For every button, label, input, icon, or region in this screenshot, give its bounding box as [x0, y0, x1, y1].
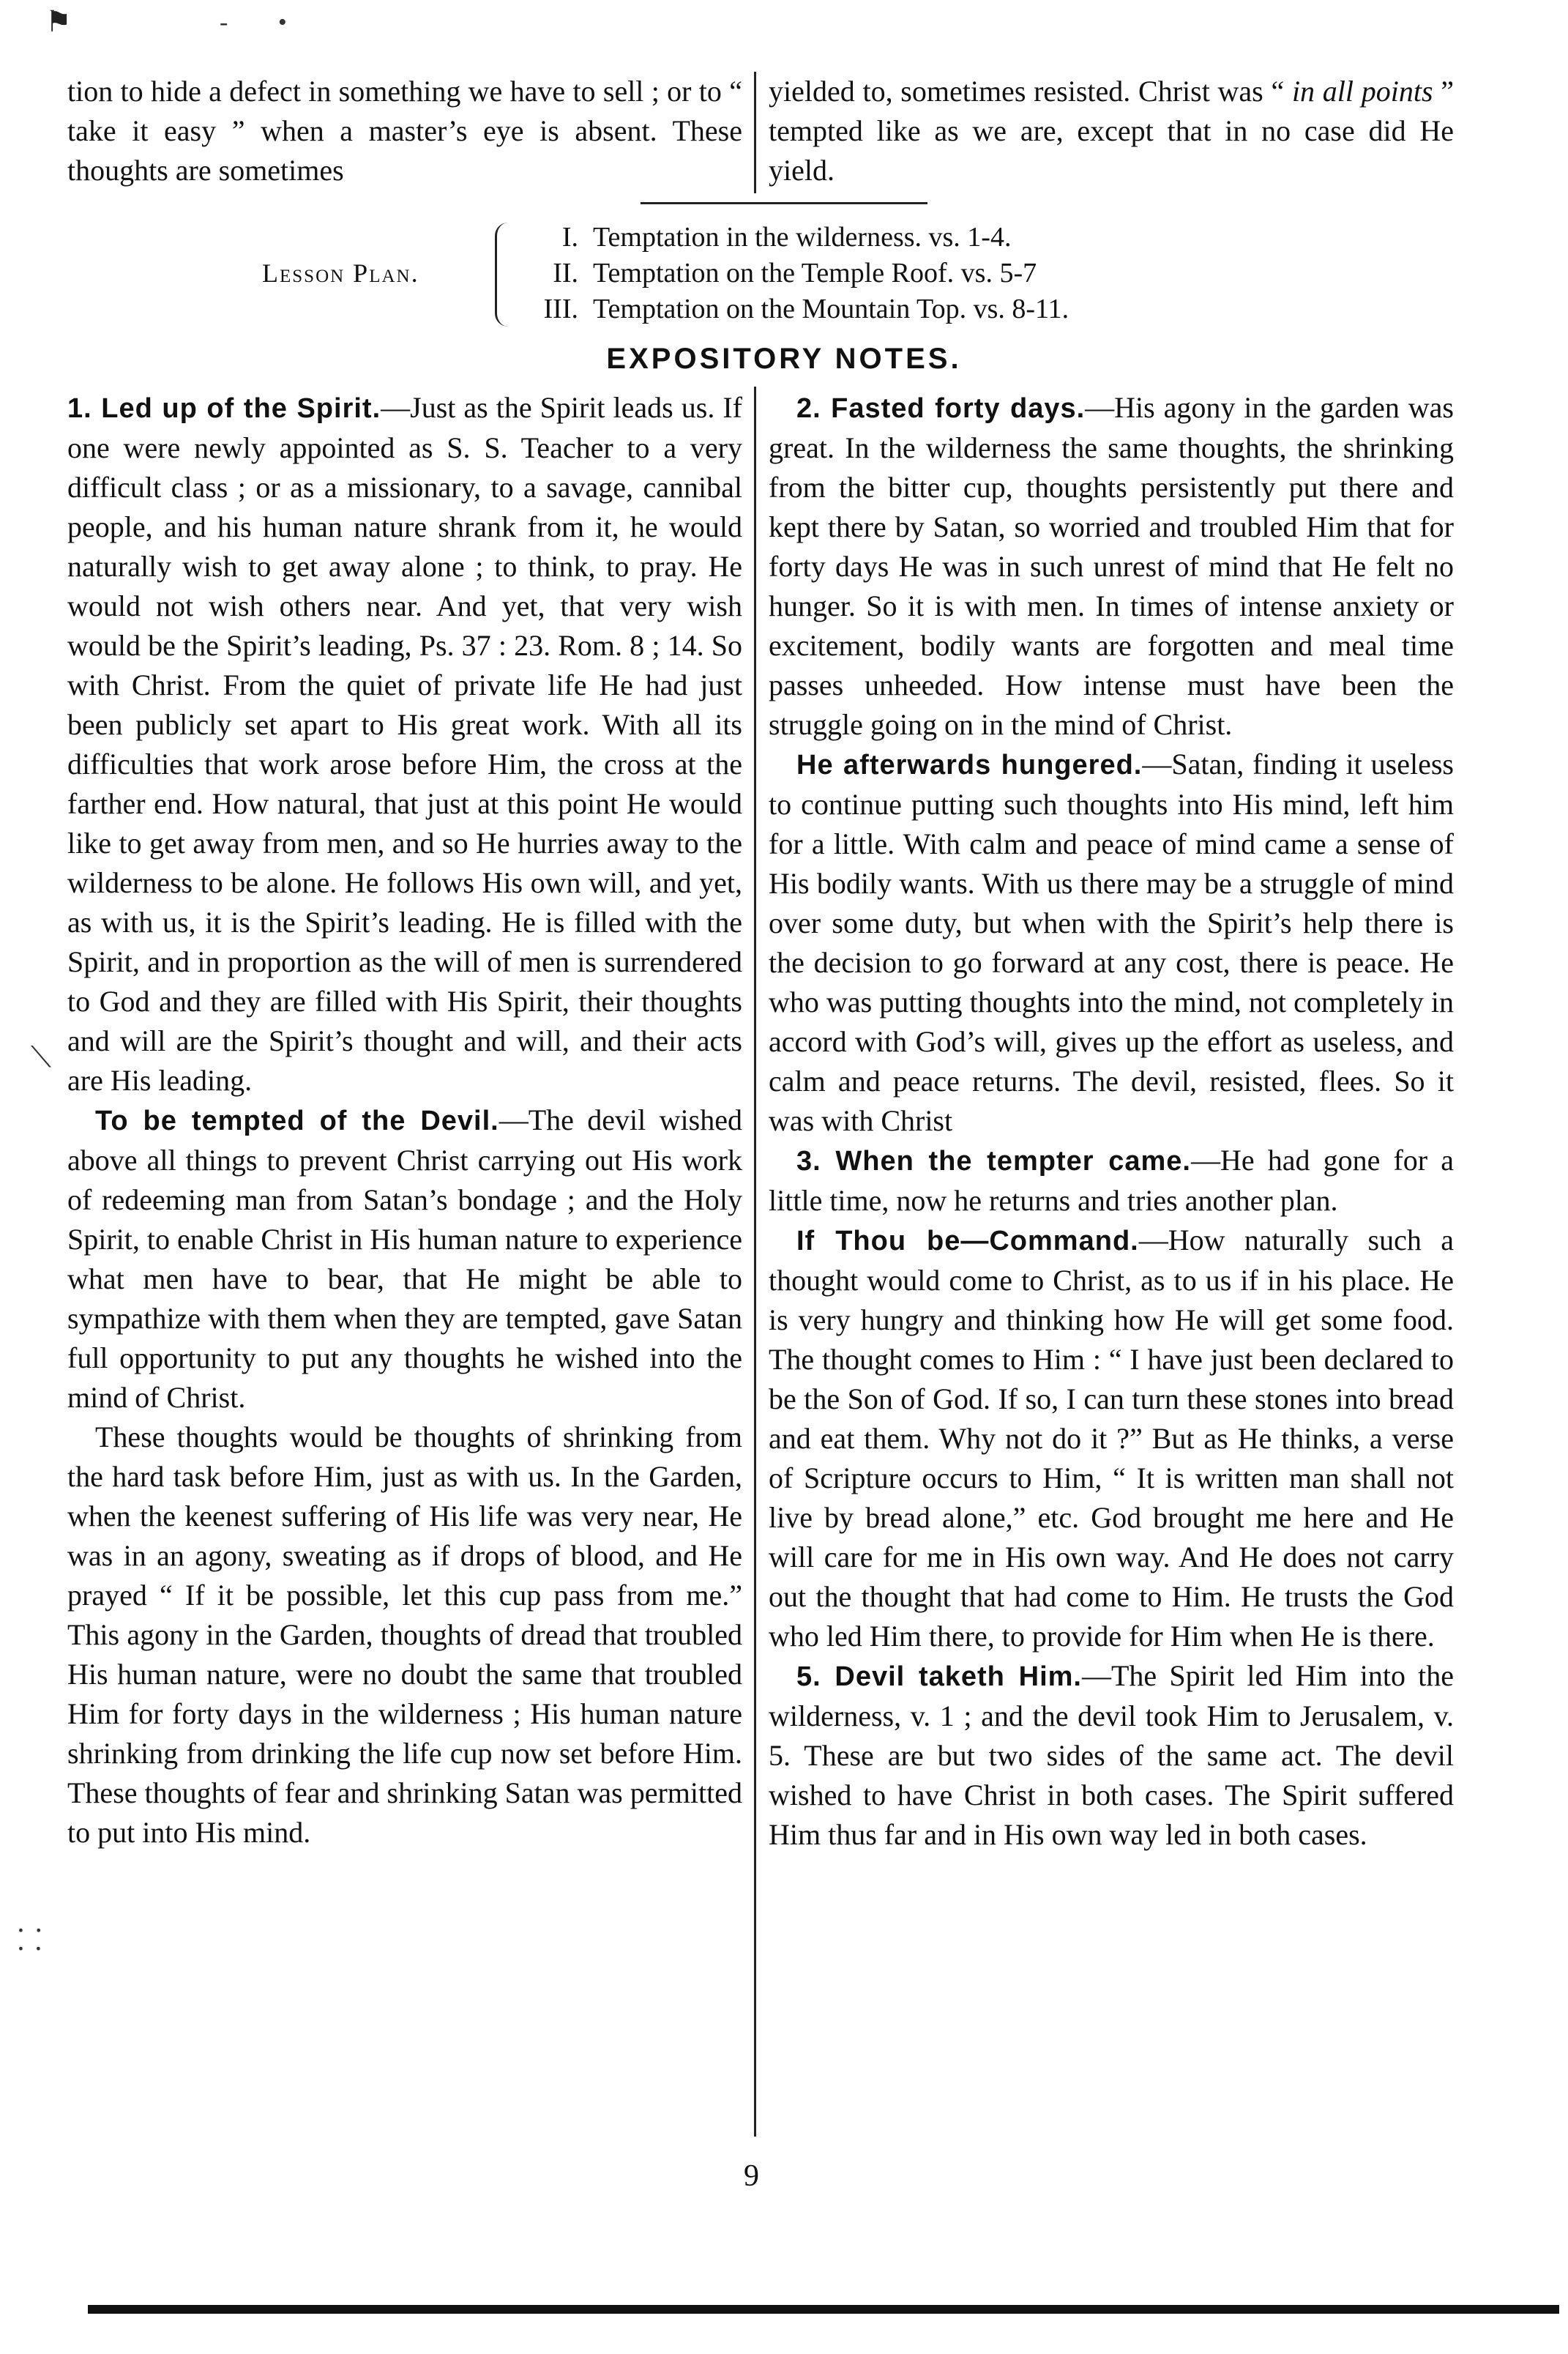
top-right-text-before: yielded to, sometimes resisted. Christ was “	[769, 75, 1292, 108]
section-title: EXPOSITORY NOTES.	[606, 343, 962, 375]
note-paragraph	[769, 1656, 1454, 1855]
note-paragraph	[769, 1141, 1454, 1221]
lesson-plan-item	[511, 220, 1069, 256]
margin-mark: ⟍	[31, 1040, 51, 1073]
lesson-plan-item	[511, 291, 1069, 327]
top-left-continuation	[67, 72, 742, 190]
note-heading: 2. Fasted forty days.	[796, 393, 1086, 424]
lesson-plan-item-number: III.	[543, 294, 578, 324]
column-divider-main	[754, 387, 756, 2137]
note-paragraph	[769, 388, 1454, 745]
top-right-text-italic: in all points	[1291, 75, 1433, 108]
corner-ornament: ⚑	[45, 5, 72, 38]
lesson-plan-items	[511, 220, 1069, 327]
top-right-text-after: ” tempted like as we are, except that in no case did He yield.	[769, 75, 1454, 187]
note-heading: To be tempted of the Devil.	[95, 1106, 499, 1136]
column-divider-top	[754, 72, 756, 193]
note-paragraph	[769, 1221, 1454, 1656]
page-number: 9	[744, 2159, 759, 2193]
lesson-plan-item-text: Temptation on the Mountain Top. vs. 8-11.	[593, 294, 1069, 324]
note-heading: 5. Devil taketh Him.	[796, 1661, 1082, 1692]
note-heading: 3. When the tempter came.	[796, 1146, 1191, 1177]
separator-rule	[641, 202, 927, 204]
note-body: —His agony in the garden was great. In the wilderness the same thoughts, the shrinking from the bitter cup, thoughts persistently put there and kept there by Satan, so worried and troubled Him that for forty days He was in such unrest of mind that He felt no hunger. So it is with men. In times of intense anxiety or excitement, bodily wants are forgotten and meal time passes unheeded. How intense must have been the struggle going on in the mind of Christ.	[769, 391, 1454, 741]
lesson-plan-item	[511, 256, 1069, 291]
lesson-plan-brace	[495, 223, 510, 327]
note-body: —Just as the Spirit leads us. If one were newly appointed as S. S. Teacher to a very difficult class ; or as a missionary, to a savage, cannibal people, and his human nature shrank from it, he would naturally wish to get away alone ; to think, to pray. He would not wish others near. And yet, that very wish would be the Spirit’s leading, Ps. 37 : 23. Rom. 8 ; 14. So with Christ. From the quiet of private life He had just been publicly set apart to His great work. With all its difficulties that work arose before Him, the cross at the farther end. How natural, that just at this point He would like to get away from men, and so He hurries away to the wilderness to be alone. He follows His own will, and yet, as with us, it is the Spirit’s leading. He is filled with the Spirit, and in proportion as the will of men is surrendered to God and they are filled with His Spirit, their thoughts and will are the Spirit’s thought and will, and their acts are His leading.	[67, 391, 743, 1097]
note-heading: 1. Led up of the Spirit.	[67, 393, 381, 424]
lesson-plan-item-text: Temptation in the wilderness. vs. 1-4.	[593, 222, 1012, 253]
note-paragraph	[67, 1100, 742, 1418]
bottom-rule	[88, 2305, 1559, 2314]
note-body: —The Spirit led Him into the wilderness, v. 1 ; and the devil took Him to Jerusalem, v. 5. These are but two sides of the same act. The devil wished to have Christ in both cases. The Spirit suffered Him thus far and in His own way led in both cases.	[769, 1659, 1454, 1851]
right-column	[769, 388, 1454, 1855]
note-paragraph	[769, 745, 1454, 1141]
note-body: —Satan, finding it useless to continue putting such thoughts into His mind, left him for a little. With calm and peace of mind came a sense of His bodily wants. With us there may be a struggle of mind over some duty, but when with the Spirit’s help there is the decision to go forward at any cost, there is peace. He who was putting thoughts into the mind, not completely in accord with God’s will, gives up the effort as useless, and calm and peace returns. The devil, resisted, flees. So it was with Christ	[769, 748, 1454, 1137]
margin-mark: ⸬	[18, 1923, 42, 1956]
note-heading: He afterwards hungered.	[796, 750, 1143, 781]
lesson-plan-item-number: II.	[553, 258, 578, 288]
lesson-plan-item-number: I.	[561, 222, 578, 253]
note-body: —He had gone for a little time, now he returns and tries another plan.	[769, 1144, 1454, 1217]
header-dots: - •	[220, 9, 309, 36]
note-body: —How naturally such a thought would come to Christ, as to us if in his place. He is very hungry and thinking how He will get some food. The thought comes to Him : “ I have just been declared to be the Son of God. If so, I can turn these stones into bread and eat them. Why not do it ?” But as He thinks, a verse of Scripture occurs to Him, “ It is written man shall not live by bread alone,” etc. God brought me here and He will care for me in His own way. And He does not carry out the thought that had come to Him. He trusts the God who led Him there, to provide for Him when He is there.	[769, 1223, 1454, 1653]
top-left-text: tion to hide a defect in something we have to sell ; or to “ take it easy ” when a master’s eye is absent. These thoughts are sometimes	[67, 75, 742, 187]
lesson-plan-label: Lesson Plan.	[262, 258, 419, 288]
lesson-plan	[262, 220, 1360, 329]
note-heading: If Thou be—Command.	[796, 1226, 1139, 1256]
top-right-continuation	[769, 72, 1454, 190]
note-paragraph: These thoughts would be thoughts of shrinking from the hard task before Him, just as with us. In the Garden, when the keenest suffering of His life was very near, He was in an agony, sweating as if drops of blood, and He prayed “ If it be possible, let this cup pass from me.” This agony in the Garden, thoughts of dread that troubled His human nature, were no doubt the same that troubled Him for forty days in the wilderness ; His human nature shrinking from drinking the life cup now set before Him. These thoughts of fear and shrinking Satan was permitted to put into His mind.	[67, 1420, 742, 1849]
note-body: —The devil wished above all things to prevent Christ carrying out His work of redeeming man from Satan’s bondage ; and the Holy Spirit, to enable Christ in His human nature to experience what men have to bear, that He might be able to sympathize with them when they are tempted, gave Satan full opportunity to put any thoughts he wished into the mind of Christ.	[67, 1103, 742, 1414]
note-paragraph	[67, 388, 742, 1100]
lesson-plan-item-text: Temptation on the Temple Roof. vs. 5-7	[593, 258, 1037, 288]
left-column	[67, 388, 742, 1852]
top-right-text	[769, 72, 1454, 190]
